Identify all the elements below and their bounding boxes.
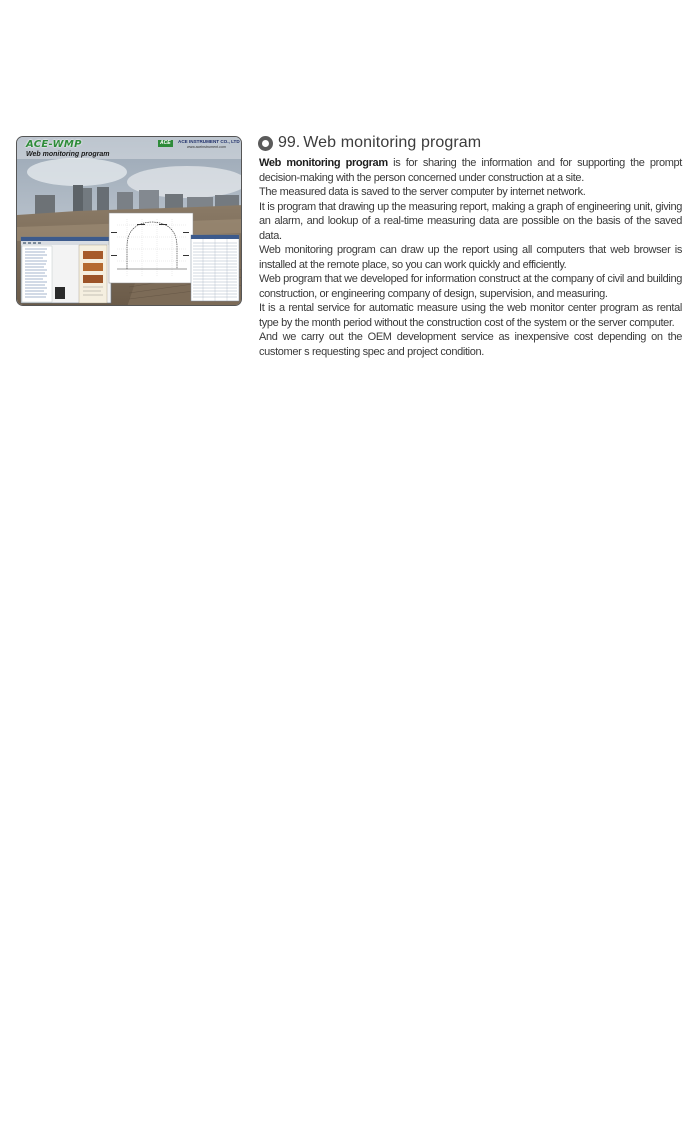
paragraph-server: The measured data is saved to the server computer by internet network. xyxy=(259,186,586,198)
ace-logo-badge: ACE xyxy=(160,140,171,146)
paragraph-browser: Web monitoring program can draw up the report using all computers that web browser is installed at the remote place, so you can work quickly and efficiently. xyxy=(259,244,682,271)
lead-bold: Web monitoring program xyxy=(259,157,388,169)
lead-rest: is for sharing the information and for supporting the prompt decision-making with the person concerned under construction at a site. xyxy=(259,157,682,184)
section-title: Web monitoring program xyxy=(303,134,482,151)
construction-site-illustration xyxy=(17,137,242,306)
description-text xyxy=(259,156,682,359)
paragraph-developed: Web program that we developed for information construct at the company of civil and building construction, or engineering company of design, supervision, and measuring. xyxy=(259,273,682,300)
paragraph-oem: And we carry out the OEM development service as inexpensive cost depending on the customer s requesting spec and project condition. xyxy=(259,331,682,358)
company-website: www.aceinstrument.com xyxy=(187,145,226,149)
product-photo xyxy=(16,136,242,306)
brand-title: ACE-WMP xyxy=(26,139,82,150)
brand-subtitle: Web monitoring program xyxy=(26,151,110,158)
paragraph-rental: It is a rental service for automatic measure using the web monitor center program as rental type by the month period without the construction cost of the system or the server computer. xyxy=(259,302,682,329)
paragraph-report: It is program that drawing up the measuring report, making a graph of engineering unit, giving an alarm, and lookup of a real-time measuring data are possible on the basis of the saved data. xyxy=(259,200,682,242)
company-name: ACE INSTRUMENT CO., LTD xyxy=(178,139,240,144)
section-number: 99. xyxy=(278,134,301,151)
circle-bullet-icon xyxy=(258,136,273,151)
section-heading xyxy=(258,134,481,152)
lead-paragraph xyxy=(259,156,682,185)
